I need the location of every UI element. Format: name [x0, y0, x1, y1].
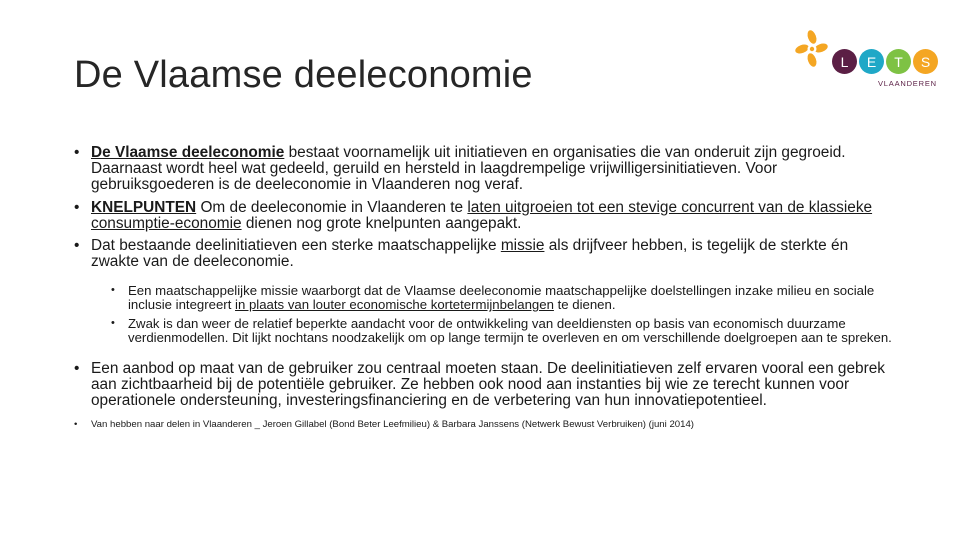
source-text: Van hebben naar delen in Vlaanderen _ Jeroen Gillabel (Bond Beter Leefmilieu) & Barbara Janssens (Netwerk Bewust Verbruiken) (juni 2014)	[91, 419, 694, 431]
bullet-dot-icon: •	[74, 144, 80, 161]
bullet-dot-icon: •	[111, 284, 115, 297]
bullet-2-underlined: laten uitgroeien tot een stevige concurrent van de klassieke consumptie-economie	[91, 198, 873, 232]
logo-letters	[832, 49, 938, 74]
content-body	[74, 145, 894, 431]
bullet-1	[74, 145, 894, 194]
lets-vlaanderen-logo	[794, 26, 944, 92]
bullet-dot-icon: •	[111, 317, 115, 330]
bullet-2-text-a: Om de deeleconomie in Vlaanderen te	[196, 198, 468, 216]
logo-mark-icon	[794, 28, 830, 72]
bullet-3-text-b: als drijfveer hebben, is tegelijk de sterkte én zwakte van de deeleconomie.	[91, 237, 849, 271]
bullet-2-text-b: dienen nog grote knelpunten aangepakt.	[241, 214, 522, 232]
bullet-dot-icon: •	[74, 419, 78, 431]
bullet-dot-icon: •	[74, 237, 80, 255]
bullet-3-underlined: missie	[500, 237, 545, 255]
bullet-2	[74, 200, 894, 232]
sub-bullet-2-text: Zwak is dan weer de relatief beperkte aandacht voor de ontwikkeling van deeldiensten op basis van economisch duurzame verdienmodellen. Dit lijkt nochtans noodzakelijk om op lange termijn te overleven en om verschillende doelgroepen aan te spreken.	[128, 316, 892, 345]
sub-bullet-1-underlined: in plaats van louter economische kortetermijnbelangen	[235, 297, 554, 313]
bullet-3-text-a: Dat bestaande deelinitiatieven een sterke maatschappelijke	[91, 237, 501, 255]
bullet-4-text: Een aanbod op maat van de gebruiker zou centraal moeten staan. De deelinitiatieven zelf ervaren vooral een gebrek aan zichtbaarheid bij de potentiële gebruiker. Ze hebben ook nood aan instanties bij wie ze terecht kunnen voor operationele ondersteuning, investeringsfinanciering en de verbetering van hun innovatiepotentieel.	[91, 359, 885, 410]
logo-letter-s: S	[913, 49, 938, 74]
logo-letter-t: T	[886, 49, 911, 74]
bullet-1-heading: De Vlaamse deeleconomie	[91, 144, 285, 161]
source-note	[74, 419, 894, 431]
sub-bullet-1	[74, 284, 894, 312]
logo-letter-l: L	[832, 49, 857, 74]
sub-bullet-2	[74, 317, 894, 345]
bullet-3	[74, 238, 894, 270]
sub-bullet-1-text-a: Een maatschappelijke missie waarborgt dat de Vlaamse deeleconomie maatschappelijke doelstellingen inzake milieu en sociale inclusie integreert	[128, 283, 875, 313]
bullet-dot-icon: •	[74, 198, 80, 216]
bullet-4	[74, 361, 894, 410]
sub-bullet-1-text-b: te dienen.	[553, 297, 616, 313]
bullet-2-heading: KNELPUNTEN	[91, 198, 197, 216]
logo-letter-e: E	[859, 49, 884, 74]
bullet-1-text: bestaat voornamelijk uit initiatieven en organisaties die van onderuit zijn gegroeid. Daarnaast wordt heel wat gedeeld, geruild en hersteld in laagdrempelige vrijwilligersinitiatieven. Voor gebruiksgoederen is de deeleconomie in Vlaanderen nog veraf.	[91, 144, 846, 194]
bullet-dot-icon: •	[74, 359, 80, 377]
logo-subtitle: VLAANDEREN	[878, 79, 937, 88]
slide-title: De Vlaamse deeleconomie	[74, 54, 533, 96]
